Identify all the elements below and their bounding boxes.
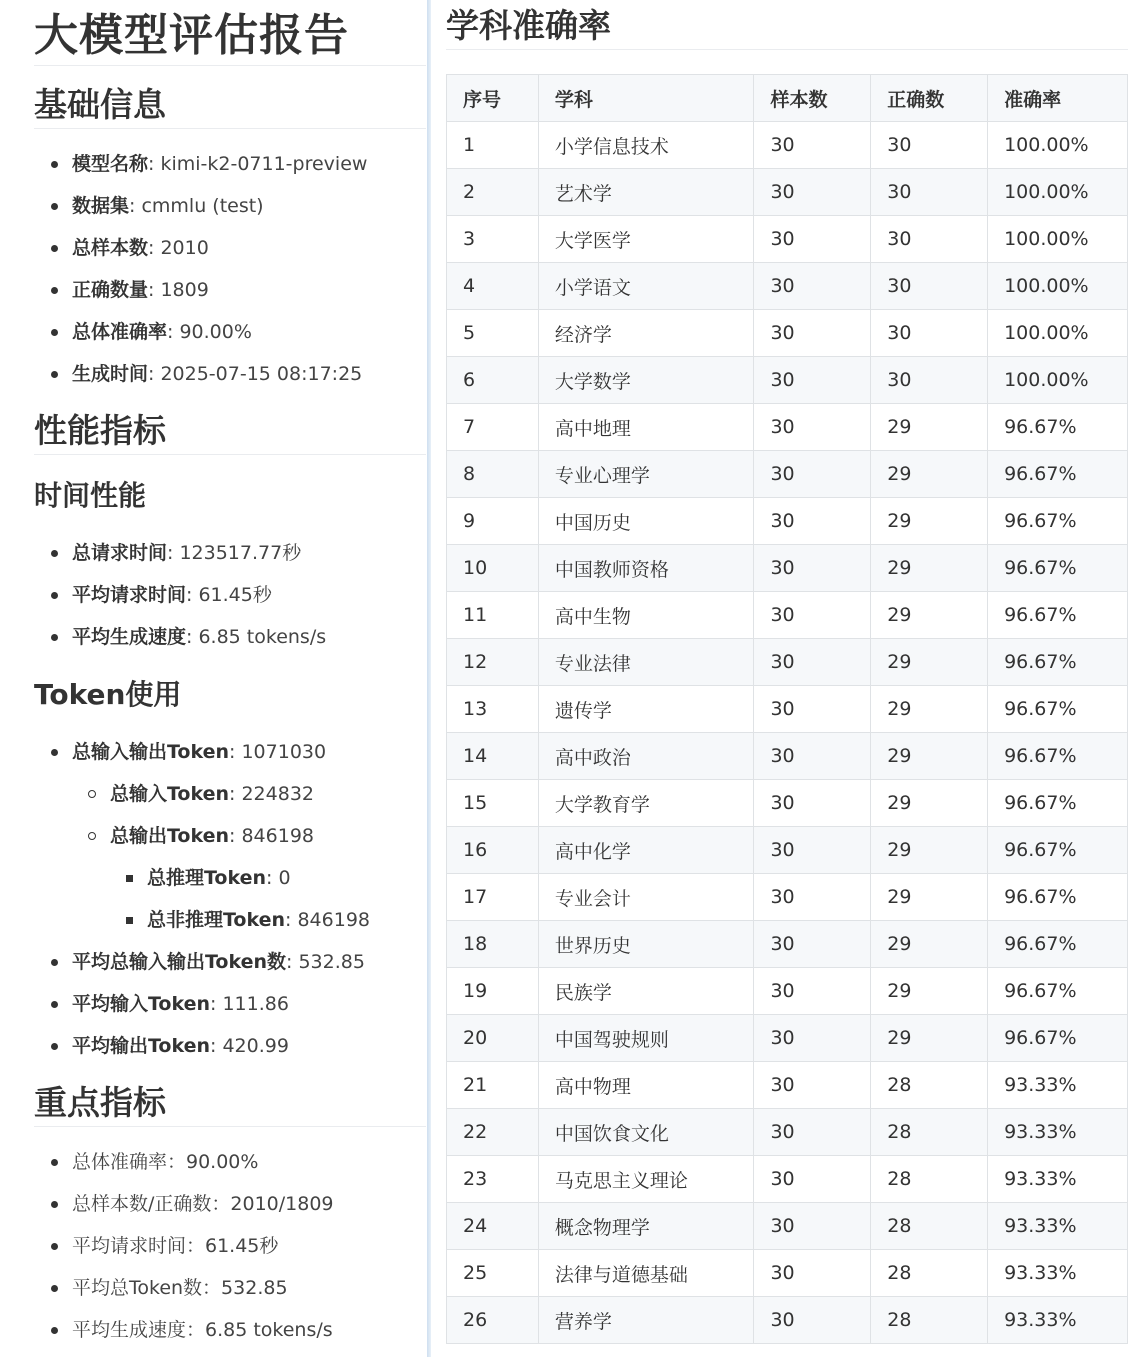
key-metric-item: 平均请求时间：61.45秒 xyxy=(72,1235,279,1257)
bullet-disc-icon xyxy=(51,550,58,557)
bullet-disc-icon xyxy=(51,1285,58,1292)
item-value: : 123517.77秒 xyxy=(167,542,302,564)
cell-index: 7 xyxy=(447,404,539,451)
item-key: 总请求时间 xyxy=(72,542,168,564)
bullet-disc-icon xyxy=(51,1243,58,1250)
cell-subject: 中国饮食文化 xyxy=(538,1109,754,1156)
token-metric-item xyxy=(72,949,365,975)
cell-index: 20 xyxy=(447,1015,539,1062)
cell-correct: 29 xyxy=(871,733,988,780)
time-metric-item xyxy=(72,582,272,608)
item-value: : 224832 xyxy=(229,783,315,805)
cell-correct: 29 xyxy=(871,968,988,1015)
cell-subject: 小学语文 xyxy=(538,263,754,310)
cell-samples: 30 xyxy=(754,968,871,1015)
cell-subject: 民族学 xyxy=(538,968,754,1015)
section-heading-performance: 性能指标 xyxy=(34,410,426,455)
cell-correct: 30 xyxy=(871,122,988,169)
subject-accuracy-column xyxy=(446,0,1128,1357)
cell-accuracy: 96.67% xyxy=(988,733,1128,780)
cell-samples: 30 xyxy=(754,310,871,357)
table-row xyxy=(447,545,1128,592)
item-key: 平均请求时间 xyxy=(72,584,187,606)
cell-index: 26 xyxy=(447,1297,539,1344)
cell-correct: 28 xyxy=(871,1297,988,1344)
cell-accuracy: 93.33% xyxy=(988,1297,1128,1344)
cell-subject: 中国历史 xyxy=(538,498,754,545)
cell-samples: 30 xyxy=(754,1250,871,1297)
bullet-disc-icon xyxy=(51,287,58,294)
cell-samples: 30 xyxy=(754,263,871,310)
cell-samples: 30 xyxy=(754,357,871,404)
cell-subject: 高中地理 xyxy=(538,404,754,451)
cell-subject: 大学教育学 xyxy=(538,780,754,827)
key-metric-item: 总样本数/正确数：2010/1809 xyxy=(72,1193,334,1215)
bullet-disc-icon xyxy=(51,371,58,378)
cell-correct: 28 xyxy=(871,1062,988,1109)
item-value: : 1071030 xyxy=(229,741,327,763)
cell-index: 14 xyxy=(447,733,539,780)
cell-samples: 30 xyxy=(754,169,871,216)
cell-index: 23 xyxy=(447,1156,539,1203)
table-row xyxy=(447,263,1128,310)
cell-samples: 30 xyxy=(754,1015,871,1062)
cell-correct: 29 xyxy=(871,545,988,592)
table-row xyxy=(447,1109,1128,1156)
cell-correct: 30 xyxy=(871,263,988,310)
token-metric-item xyxy=(110,781,314,807)
cell-accuracy: 96.67% xyxy=(988,639,1128,686)
cell-accuracy: 96.67% xyxy=(988,451,1128,498)
column-header-index: 序号 xyxy=(447,75,539,122)
table-row xyxy=(447,310,1128,357)
bullet-disc-icon xyxy=(51,1201,58,1208)
item-value: : kimi-k2-0711-preview xyxy=(148,153,368,175)
cell-subject: 遗传学 xyxy=(538,686,754,733)
cell-accuracy: 100.00% xyxy=(988,357,1128,404)
item-key: 平均生成速度 xyxy=(72,626,187,648)
cell-correct: 29 xyxy=(871,639,988,686)
token-metric-item xyxy=(72,1033,289,1059)
item-key: 模型名称 xyxy=(72,153,149,175)
item-value: : 420.99 xyxy=(210,1035,289,1057)
cell-index: 10 xyxy=(447,545,539,592)
table-row xyxy=(447,780,1128,827)
column-header-correct: 正确数 xyxy=(871,75,988,122)
basic-info-item xyxy=(72,151,367,177)
cell-accuracy: 100.00% xyxy=(988,310,1128,357)
table-row xyxy=(447,122,1128,169)
token-metric-item xyxy=(72,739,326,765)
cell-accuracy: 100.00% xyxy=(988,263,1128,310)
column-header-accuracy: 准确率 xyxy=(988,75,1128,122)
cell-samples: 30 xyxy=(754,874,871,921)
cell-subject: 专业法律 xyxy=(538,639,754,686)
item-value: : 61.45秒 xyxy=(186,584,272,606)
cell-samples: 30 xyxy=(754,1156,871,1203)
table-row xyxy=(447,592,1128,639)
cell-subject: 艺术学 xyxy=(538,169,754,216)
cell-index: 11 xyxy=(447,592,539,639)
cell-subject: 营养学 xyxy=(538,1297,754,1344)
item-value: : 846198 xyxy=(285,909,371,931)
item-key: 总样本数 xyxy=(72,237,149,259)
cell-correct: 28 xyxy=(871,1109,988,1156)
cell-index: 5 xyxy=(447,310,539,357)
cell-index: 17 xyxy=(447,874,539,921)
cell-subject: 概念物理学 xyxy=(538,1203,754,1250)
cell-samples: 30 xyxy=(754,1203,871,1250)
key-metric-item: 平均总Token数：532.85 xyxy=(72,1277,288,1299)
table-row xyxy=(447,1203,1128,1250)
item-value: : 90.00% xyxy=(167,321,252,343)
cell-correct: 29 xyxy=(871,1015,988,1062)
bullet-disc-icon xyxy=(51,161,58,168)
cell-accuracy: 96.67% xyxy=(988,592,1128,639)
cell-subject: 法律与道德基础 xyxy=(538,1250,754,1297)
cell-correct: 29 xyxy=(871,592,988,639)
cell-samples: 30 xyxy=(754,686,871,733)
section-heading-key: 重点指标 xyxy=(34,1082,426,1127)
cell-samples: 30 xyxy=(754,639,871,686)
page-title: 大模型评估报告 xyxy=(34,8,426,66)
cell-index: 1 xyxy=(447,122,539,169)
item-value: : 2025-07-15 08:17:25 xyxy=(148,363,363,385)
cell-correct: 29 xyxy=(871,874,988,921)
token-metric-item xyxy=(147,865,291,891)
cell-index: 12 xyxy=(447,639,539,686)
table-row xyxy=(447,498,1128,545)
bullet-circle-icon xyxy=(88,790,96,798)
cell-samples: 30 xyxy=(754,592,871,639)
table-row xyxy=(447,357,1128,404)
cell-samples: 30 xyxy=(754,404,871,451)
table-row xyxy=(447,1156,1128,1203)
cell-accuracy: 96.67% xyxy=(988,404,1128,451)
section-heading-subject: 学科准确率 xyxy=(446,4,1128,50)
cell-subject: 中国驾驶规则 xyxy=(538,1015,754,1062)
cell-correct: 29 xyxy=(871,404,988,451)
cell-accuracy: 93.33% xyxy=(988,1203,1128,1250)
cell-index: 13 xyxy=(447,686,539,733)
cell-correct: 30 xyxy=(871,216,988,263)
table-row xyxy=(447,216,1128,263)
cell-accuracy: 96.67% xyxy=(988,874,1128,921)
cell-index: 25 xyxy=(447,1250,539,1297)
cell-samples: 30 xyxy=(754,451,871,498)
bullet-square-icon xyxy=(126,917,133,924)
cell-samples: 30 xyxy=(754,1062,871,1109)
cell-subject: 大学数学 xyxy=(538,357,754,404)
cell-accuracy: 96.67% xyxy=(988,827,1128,874)
item-value: : 111.86 xyxy=(210,993,289,1015)
cell-subject: 大学医学 xyxy=(538,216,754,263)
basic-info-item xyxy=(72,193,264,219)
basic-info-item xyxy=(72,361,362,387)
cell-correct: 29 xyxy=(871,827,988,874)
cell-correct: 28 xyxy=(871,1250,988,1297)
bullet-disc-icon xyxy=(51,1043,58,1050)
cell-correct: 30 xyxy=(871,310,988,357)
subject-accuracy-table xyxy=(446,74,1128,1344)
table-row xyxy=(447,827,1128,874)
cell-accuracy: 96.67% xyxy=(988,968,1128,1015)
cell-subject: 小学信息技术 xyxy=(538,122,754,169)
bullet-square-icon xyxy=(126,875,133,882)
cell-samples: 30 xyxy=(754,827,871,874)
item-value: : 1809 xyxy=(148,279,209,301)
time-metric-item xyxy=(72,624,326,650)
item-key: 总输出Token xyxy=(110,825,230,847)
cell-correct: 28 xyxy=(871,1203,988,1250)
item-key: 正确数量 xyxy=(72,279,149,301)
cell-subject: 中国教师资格 xyxy=(538,545,754,592)
cell-accuracy: 96.67% xyxy=(988,1015,1128,1062)
cell-correct: 28 xyxy=(871,1156,988,1203)
item-value: : 532.85 xyxy=(286,951,365,973)
cell-index: 4 xyxy=(447,263,539,310)
item-key: 平均输入Token xyxy=(72,993,211,1015)
cell-subject: 经济学 xyxy=(538,310,754,357)
table-row xyxy=(447,733,1128,780)
item-key: 总非推理Token xyxy=(147,909,286,931)
item-key: 总输入输出Token xyxy=(72,741,230,763)
report-summary-column xyxy=(0,0,426,1357)
item-value: : 6.85 tokens/s xyxy=(186,626,327,648)
cell-accuracy: 100.00% xyxy=(988,216,1128,263)
cell-accuracy: 96.67% xyxy=(988,498,1128,545)
item-key: 数据集 xyxy=(72,195,130,217)
cell-subject: 世界历史 xyxy=(538,921,754,968)
table-row xyxy=(447,1250,1128,1297)
table-header-row xyxy=(447,75,1128,122)
subsection-heading-time: 时间性能 xyxy=(34,479,147,512)
key-metric-item: 平均生成速度：6.85 tokens/s xyxy=(72,1319,333,1341)
cell-samples: 30 xyxy=(754,921,871,968)
bullet-circle-icon xyxy=(88,832,96,840)
bullet-disc-icon xyxy=(51,592,58,599)
cell-correct: 30 xyxy=(871,357,988,404)
cell-subject: 高中物理 xyxy=(538,1062,754,1109)
token-metric-item xyxy=(110,823,314,849)
cell-index: 18 xyxy=(447,921,539,968)
subsection-heading-token: Token使用 xyxy=(34,678,182,711)
cell-correct: 29 xyxy=(871,451,988,498)
table-row xyxy=(447,1062,1128,1109)
cell-samples: 30 xyxy=(754,216,871,263)
cell-samples: 30 xyxy=(754,545,871,592)
table-row xyxy=(447,874,1128,921)
table-row xyxy=(447,169,1128,216)
cell-index: 24 xyxy=(447,1203,539,1250)
table-row xyxy=(447,968,1128,1015)
table-row xyxy=(447,686,1128,733)
item-key: 总输入Token xyxy=(110,783,230,805)
cell-correct: 29 xyxy=(871,921,988,968)
cell-index: 19 xyxy=(447,968,539,1015)
item-value: : 0 xyxy=(266,867,291,889)
time-metric-item xyxy=(72,540,301,566)
cell-subject: 高中政治 xyxy=(538,733,754,780)
table-row xyxy=(447,451,1128,498)
cell-accuracy: 100.00% xyxy=(988,169,1128,216)
token-metric-item xyxy=(147,907,370,933)
cell-index: 8 xyxy=(447,451,539,498)
table-row xyxy=(447,1297,1128,1344)
cell-subject: 高中化学 xyxy=(538,827,754,874)
bullet-disc-icon xyxy=(51,749,58,756)
cell-accuracy: 93.33% xyxy=(988,1109,1128,1156)
bullet-disc-icon xyxy=(51,1159,58,1166)
item-value: : 846198 xyxy=(229,825,315,847)
cell-samples: 30 xyxy=(754,1297,871,1344)
cell-accuracy: 96.67% xyxy=(988,780,1128,827)
cell-samples: 30 xyxy=(754,733,871,780)
table-row xyxy=(447,639,1128,686)
bullet-disc-icon xyxy=(51,329,58,336)
bullet-disc-icon xyxy=(51,1327,58,1334)
cell-subject: 高中生物 xyxy=(538,592,754,639)
cell-index: 2 xyxy=(447,169,539,216)
cell-accuracy: 93.33% xyxy=(988,1156,1128,1203)
item-key: 平均输出Token xyxy=(72,1035,211,1057)
cell-samples: 30 xyxy=(754,1109,871,1156)
table-row xyxy=(447,921,1128,968)
cell-index: 9 xyxy=(447,498,539,545)
cell-samples: 30 xyxy=(754,780,871,827)
cell-subject: 专业会计 xyxy=(538,874,754,921)
cell-index: 22 xyxy=(447,1109,539,1156)
bullet-disc-icon xyxy=(51,245,58,252)
bullet-disc-icon xyxy=(51,634,58,641)
cell-correct: 29 xyxy=(871,686,988,733)
cell-index: 3 xyxy=(447,216,539,263)
cell-subject: 马克思主义理论 xyxy=(538,1156,754,1203)
basic-info-item xyxy=(72,277,209,303)
item-key: 平均总输入输出Token数 xyxy=(72,951,287,973)
cell-index: 15 xyxy=(447,780,539,827)
item-key: 总推理Token xyxy=(147,867,267,889)
basic-info-item xyxy=(72,235,209,261)
bullet-disc-icon xyxy=(51,1001,58,1008)
cell-index: 21 xyxy=(447,1062,539,1109)
column-header-subject: 学科 xyxy=(538,75,754,122)
table-row xyxy=(447,404,1128,451)
token-metric-item xyxy=(72,991,289,1017)
cell-index: 16 xyxy=(447,827,539,874)
cell-accuracy: 100.00% xyxy=(988,122,1128,169)
cell-accuracy: 93.33% xyxy=(988,1250,1128,1297)
cell-samples: 30 xyxy=(754,122,871,169)
cell-accuracy: 96.67% xyxy=(988,545,1128,592)
key-metric-item: 总体准确率：90.00% xyxy=(72,1151,259,1173)
cell-correct: 29 xyxy=(871,498,988,545)
column-divider xyxy=(427,0,431,1357)
cell-subject: 专业心理学 xyxy=(538,451,754,498)
item-value: : cmmlu (test) xyxy=(129,195,264,217)
cell-correct: 30 xyxy=(871,169,988,216)
cell-samples: 30 xyxy=(754,498,871,545)
basic-info-item xyxy=(72,319,252,345)
table-body xyxy=(447,122,1128,1344)
cell-accuracy: 96.67% xyxy=(988,686,1128,733)
item-key: 总体准确率 xyxy=(72,321,168,343)
section-heading-basic: 基础信息 xyxy=(34,84,426,129)
table-row xyxy=(447,1015,1128,1062)
item-value: : 2010 xyxy=(148,237,209,259)
column-header-samples: 样本数 xyxy=(754,75,871,122)
bullet-disc-icon xyxy=(51,203,58,210)
cell-accuracy: 96.67% xyxy=(988,921,1128,968)
bullet-disc-icon xyxy=(51,959,58,966)
item-key: 生成时间 xyxy=(72,363,149,385)
cell-index: 6 xyxy=(447,357,539,404)
cell-correct: 29 xyxy=(871,780,988,827)
cell-accuracy: 93.33% xyxy=(988,1062,1128,1109)
